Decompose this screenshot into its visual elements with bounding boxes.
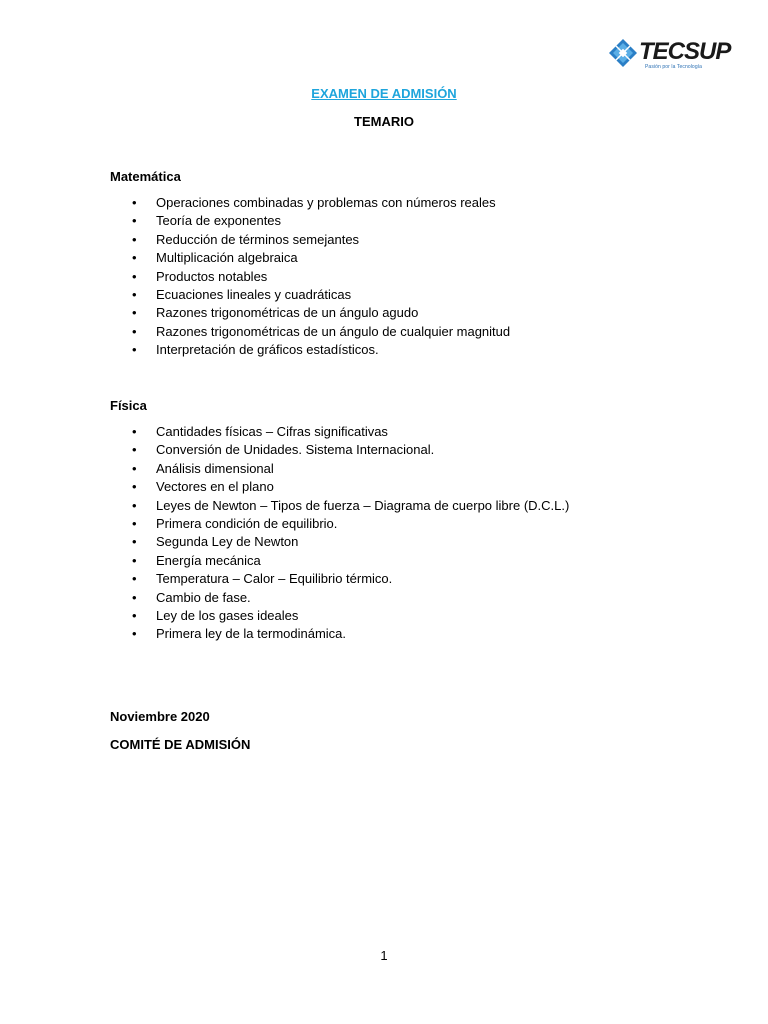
bullet: •	[132, 442, 137, 458]
list-item: • Vectores en el plano	[110, 478, 569, 496]
page-number: 1	[380, 948, 388, 963]
bullet: •	[132, 460, 137, 476]
bullet: •	[132, 250, 137, 266]
list-item: • Leyes de Newton – Tipos de fuerza – Diagrama de cuerpo libre (D.C.L.)	[110, 497, 569, 515]
list-item: • Teoría de exponentes	[110, 212, 510, 230]
list-item: • Multiplicación algebraica	[110, 249, 510, 267]
document-title	[0, 86, 768, 101]
bullet: •	[132, 305, 137, 321]
list-item: • Cantidades físicas – Cifras significativas	[110, 423, 569, 441]
bullet: •	[132, 424, 137, 439]
section-title-matematica: Matemática	[110, 169, 181, 184]
bullet: •	[132, 497, 137, 513]
bullet: •	[132, 268, 137, 284]
bullet: •	[132, 515, 137, 531]
bullet: •	[132, 552, 137, 568]
list-item: • Ecuaciones lineales y cuadráticas	[110, 286, 510, 304]
committee-signature: COMITÉ DE ADMISIÓN	[110, 737, 251, 752]
bullet: •	[132, 323, 137, 339]
list-item: • Energía mecánica	[110, 552, 569, 570]
list-item: • Temperatura – Calor – Equilibrio térmico.	[110, 570, 569, 588]
bullet: •	[132, 342, 137, 358]
list-item: • Conversión de Unidades. Sistema Internacional.	[110, 441, 569, 459]
list-item: • Productos notables	[110, 268, 510, 286]
bullet: •	[132, 626, 137, 642]
bullet: •	[132, 479, 137, 495]
bullet: •	[132, 286, 137, 302]
list-item: • Razones trigonométricas de un ángulo agudo	[110, 304, 510, 322]
bullet: •	[132, 589, 137, 605]
list-item: • Primera condición de equilibrio.	[110, 515, 569, 533]
bullet: •	[132, 571, 137, 587]
document-date: Noviembre 2020	[110, 709, 210, 724]
list-item: • Ley de los gases ideales	[110, 607, 569, 625]
list-item: • Segunda Ley de Newton	[110, 533, 569, 551]
list-item: • Cambio de fase.	[110, 589, 569, 607]
tecsup-logo	[608, 36, 734, 74]
topic-list-matematica	[110, 194, 510, 360]
bullet: •	[132, 607, 137, 623]
list-item: • Análisis dimensional	[110, 460, 569, 478]
bullet: •	[132, 534, 137, 550]
bullet: •	[132, 213, 137, 229]
list-item: • Operaciones combinadas y problemas con números reales	[110, 194, 510, 212]
list-item: • Reducción de términos semejantes	[110, 231, 510, 249]
section-title-fisica: Física	[110, 398, 147, 413]
document-title-link: EXAMEN DE ADMISIÓN	[311, 86, 457, 101]
tecsup-logo-mark-icon	[608, 38, 638, 68]
document-subtitle: TEMARIO	[354, 114, 414, 129]
list-item: • Razones trigonométricas de un ángulo de cualquier magnitud	[110, 323, 510, 341]
bullet: •	[132, 195, 137, 210]
list-item: • Interpretación de gráficos estadísticos.	[110, 341, 510, 359]
topic-list-fisica	[110, 423, 569, 644]
logo-brand-text: TECSUP	[639, 38, 731, 65]
list-item: • Primera ley de la termodinámica.	[110, 625, 569, 643]
bullet: •	[132, 231, 137, 247]
logo-tagline: Pasión por la Tecnología	[645, 64, 703, 70]
